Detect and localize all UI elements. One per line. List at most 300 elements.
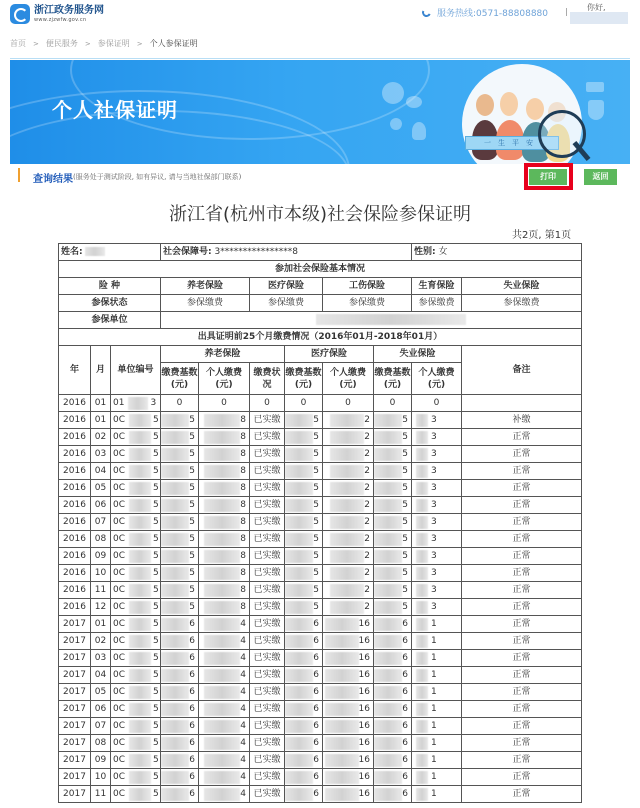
year-cell: 2016: [59, 446, 91, 463]
value-redacted: [374, 465, 402, 478]
medical-personal-cell: 16: [323, 633, 374, 650]
pension-status-cell: 已实缴: [250, 446, 285, 463]
gender-value: 女: [438, 247, 448, 257]
value-redacted: [204, 448, 240, 461]
month-cell: 08: [91, 531, 111, 548]
value-redacted: [161, 788, 189, 801]
value-redacted: [374, 788, 402, 801]
page-indicator: 共2页, 第1页: [512, 230, 572, 241]
payment-section-title: 出具证明前25个月缴费情况（2016年01月-2018年01月）: [59, 329, 582, 346]
value-redacted: [416, 465, 428, 478]
unemployment-personal-cell: 3: [412, 565, 462, 582]
unit-code-cell: 0C 5: [111, 565, 161, 582]
value-redacted: [416, 737, 428, 750]
unit-code-cell: 0C 5: [111, 701, 161, 718]
value-redacted: [374, 550, 402, 563]
medical-personal-cell: 2: [323, 531, 374, 548]
value-redacted: [330, 601, 364, 614]
value-redacted: [416, 584, 428, 597]
unit-code-redacted: [129, 414, 151, 427]
remark-cell: 正常: [462, 701, 582, 718]
unemployment-base-cell: 5: [374, 480, 412, 497]
breadcrumb-certificate[interactable]: 参保证明: [97, 39, 130, 48]
table-row: [59, 684, 582, 701]
pension-base-cell: 6: [161, 650, 199, 667]
year-cell: 2017: [59, 616, 91, 633]
unit-code-cell: 0C 5: [111, 514, 161, 531]
year-cell: 2017: [59, 650, 91, 667]
col-month: 月: [91, 346, 111, 395]
value-redacted: [285, 567, 313, 580]
year-cell: 2017: [59, 752, 91, 769]
table-row: [59, 446, 582, 463]
medical-base-cell: 5: [285, 565, 323, 582]
value-redacted: [285, 788, 313, 801]
medical-base-cell: 5: [285, 531, 323, 548]
pension-personal-cell: 8: [199, 463, 250, 480]
medical-base-cell: 6: [285, 616, 323, 633]
value-redacted: [325, 618, 359, 631]
person-head: [476, 94, 494, 116]
month-cell: 04: [91, 667, 111, 684]
unit-code-cell: 0C 5: [111, 480, 161, 497]
unemployment-personal-cell: 1: [412, 735, 462, 752]
pension-status-cell: 已实缴: [250, 769, 285, 786]
unit-code-cell: 0C 5: [111, 650, 161, 667]
pension-status-cell: 已实缴: [250, 667, 285, 684]
unit-code-cell: 0C 5: [111, 735, 161, 752]
value-redacted: [161, 499, 189, 512]
unit-code-cell: 0C 5: [111, 548, 161, 565]
medical-base-cell: 6: [285, 786, 323, 803]
table-row: [59, 633, 582, 650]
month-cell: 06: [91, 701, 111, 718]
insurance-status: 参保缴费: [323, 295, 412, 312]
pension-status-cell: 已实缴: [250, 718, 285, 735]
remark-cell: 正常: [462, 633, 582, 650]
col-remark: 备注: [462, 346, 582, 395]
col-medical-personal: 个人缴费(元): [323, 363, 374, 395]
month-cell: 05: [91, 684, 111, 701]
unemployment-personal-cell: 1: [412, 752, 462, 769]
year-cell: 2016: [59, 497, 91, 514]
month-cell: 04: [91, 463, 111, 480]
value-redacted: [285, 652, 313, 665]
month-cell: 01: [91, 412, 111, 429]
pension-status-cell: 已实缴: [250, 497, 285, 514]
value-redacted: [325, 686, 359, 699]
unemployment-personal-cell: 3: [412, 514, 462, 531]
value-redacted: [161, 720, 189, 733]
year-cell: 2016: [59, 599, 91, 616]
value-redacted: [330, 516, 364, 529]
unit-code-redacted: [129, 601, 151, 614]
value-redacted: [161, 431, 189, 444]
pension-base-cell: 6: [161, 752, 199, 769]
year-cell: 2017: [59, 667, 91, 684]
medical-base-cell: 5: [285, 480, 323, 497]
insurance-type: 养老保险: [161, 278, 250, 295]
table-row: [59, 752, 582, 769]
month-cell: 10: [91, 565, 111, 582]
username-redacted[interactable]: [570, 12, 628, 24]
unemployment-base-cell: 6: [374, 633, 412, 650]
unit-code-redacted: [129, 533, 151, 546]
value-redacted: [325, 635, 359, 648]
site-name: 浙江政务服务网: [34, 4, 104, 16]
value-redacted: [374, 431, 402, 444]
value-redacted: [416, 516, 428, 529]
col-medical: 医疗保险: [285, 346, 374, 363]
unemployment-personal-cell: 3: [412, 463, 462, 480]
print-highlight-box: [524, 163, 573, 190]
table-row: [59, 395, 582, 412]
page-banner: [10, 60, 630, 164]
value-redacted: [416, 771, 428, 784]
value-redacted: [161, 635, 189, 648]
medical-personal-cell: 16: [323, 718, 374, 735]
table-row: [59, 667, 582, 684]
breadcrumb-services[interactable]: 便民服务: [45, 39, 78, 48]
remark-cell: 正常: [462, 446, 582, 463]
insurance-type: 医疗保险: [250, 278, 323, 295]
year-cell: 2017: [59, 735, 91, 752]
pension-base-cell: 5: [161, 582, 199, 599]
pension-personal-cell: 8: [199, 412, 250, 429]
medical-personal-cell: 2: [323, 599, 374, 616]
pension-personal-cell: 8: [199, 514, 250, 531]
ssn-value: 3****************8: [214, 247, 298, 257]
unemployment-base-cell: 5: [374, 565, 412, 582]
medical-base-cell: 5: [285, 446, 323, 463]
medical-personal-cell: 16: [323, 735, 374, 752]
value-redacted: [416, 567, 428, 580]
value-redacted: [330, 550, 364, 563]
pension-status-cell: 已实缴: [250, 582, 285, 599]
value-redacted: [330, 465, 364, 478]
table-row: [59, 718, 582, 735]
table-row: [59, 548, 582, 565]
unit-code-redacted: [129, 550, 151, 563]
pension-status-cell: 已实缴: [250, 565, 285, 582]
unit-code-redacted: [128, 397, 148, 410]
insurance-type-label: 险 种: [59, 278, 161, 295]
medical-personal-cell: 16: [323, 650, 374, 667]
unemployment-personal-cell: 1: [412, 633, 462, 650]
greeting: 你好,: [587, 3, 606, 12]
unemployment-personal-cell: 1: [412, 667, 462, 684]
medical-base-cell: 6: [285, 633, 323, 650]
table-row: [59, 565, 582, 582]
unemployment-base-cell: 5: [374, 412, 412, 429]
pension-base-cell: 5: [161, 599, 199, 616]
value-redacted: [204, 516, 240, 529]
chevron-right-icon: >: [33, 39, 39, 48]
insurance-status-row: [59, 295, 582, 312]
value-redacted: [204, 465, 240, 478]
gender-cell: 性别: 女: [412, 244, 582, 261]
unemployment-personal-cell: 1: [412, 701, 462, 718]
unemployment-base-cell: 6: [374, 786, 412, 803]
person-head: [526, 98, 544, 120]
value-redacted: [374, 499, 402, 512]
value-redacted: [204, 533, 240, 546]
value-redacted: [325, 754, 359, 767]
remark-cell: 正常: [462, 480, 582, 497]
unemployment-base-cell: 5: [374, 582, 412, 599]
unit-code-cell: 0C 5: [111, 667, 161, 684]
medical-personal-cell: 16: [323, 616, 374, 633]
value-redacted: [330, 448, 364, 461]
unit-code-redacted: [129, 652, 151, 665]
back-button[interactable]: 返回: [584, 169, 617, 185]
value-redacted: [204, 686, 240, 699]
value-redacted: [204, 414, 240, 427]
unemployment-base-cell: 6: [374, 684, 412, 701]
value-redacted: [285, 601, 313, 614]
ssn-cell: 社会保障号: 3****************8: [161, 244, 412, 261]
unit-code-redacted: [129, 686, 151, 699]
value-redacted: [161, 703, 189, 716]
medical-personal-cell: 16: [323, 667, 374, 684]
value-redacted: [161, 533, 189, 546]
value-redacted: [204, 788, 240, 801]
col-unemployment-personal: 个人缴费(元): [412, 363, 462, 395]
unit-code-cell: 0C 5: [111, 599, 161, 616]
value-redacted: [330, 499, 364, 512]
table-row: [59, 582, 582, 599]
medical-base-cell: 5: [285, 412, 323, 429]
unit-code-redacted: [129, 737, 151, 750]
value-redacted: [374, 686, 402, 699]
value-redacted: [416, 533, 428, 546]
value-redacted: [204, 482, 240, 495]
name-redacted: [85, 247, 105, 256]
medical-personal-cell: 2: [323, 582, 374, 599]
table-row: [59, 463, 582, 480]
unemployment-personal-cell: 3: [412, 412, 462, 429]
pension-base-cell: 6: [161, 718, 199, 735]
hotline-text: 服务热线:0571-88808880: [437, 9, 548, 19]
col-pension-status: 缴费状况: [250, 363, 285, 395]
pension-base-cell: 5: [161, 497, 199, 514]
value-redacted: [285, 482, 313, 495]
medical-personal-cell: 2: [323, 412, 374, 429]
month-cell: 02: [91, 429, 111, 446]
value-redacted: [204, 635, 240, 648]
value-redacted: [374, 720, 402, 733]
year-cell: 2016: [59, 480, 91, 497]
value-redacted: [374, 652, 402, 665]
value-redacted: [416, 482, 428, 495]
pension-personal-cell: 4: [199, 752, 250, 769]
value-redacted: [204, 584, 240, 597]
table-row: [59, 650, 582, 667]
medical-personal-cell: 16: [323, 786, 374, 803]
value-redacted: [374, 516, 402, 529]
value-redacted: [204, 652, 240, 665]
year-cell: 2017: [59, 769, 91, 786]
value-redacted: [374, 737, 402, 750]
value-redacted: [330, 431, 364, 444]
value-redacted: [161, 414, 189, 427]
value-redacted: [285, 414, 313, 427]
unit-value: [161, 312, 582, 329]
unemployment-base-cell: 6: [374, 718, 412, 735]
insurance-type: 生育保险: [412, 278, 462, 295]
value-redacted: [416, 431, 428, 444]
unit-label: 参保单位: [59, 312, 161, 329]
print-button[interactable]: 打印: [529, 169, 567, 185]
value-redacted: [204, 567, 240, 580]
value-redacted: [161, 550, 189, 563]
pension-base-cell: 6: [161, 684, 199, 701]
table-row: [59, 514, 582, 531]
value-redacted: [330, 414, 364, 427]
value-redacted: [325, 652, 359, 665]
unemployment-base-cell: 6: [374, 616, 412, 633]
value-redacted: [161, 465, 189, 478]
pension-status-cell: 已实缴: [250, 752, 285, 769]
year-cell: 2017: [59, 633, 91, 650]
value-redacted: [161, 567, 189, 580]
value-redacted: [374, 533, 402, 546]
table-row: [59, 735, 582, 752]
table-row: [59, 786, 582, 803]
site-logo[interactable]: [10, 4, 104, 24]
unemployment-base-cell: 6: [374, 667, 412, 684]
globe-icon: [382, 82, 404, 104]
pension-base-cell: 6: [161, 633, 199, 650]
unemployment-base-cell: 6: [374, 769, 412, 786]
value-redacted: [416, 635, 428, 648]
month-cell: 02: [91, 633, 111, 650]
value-redacted: [374, 703, 402, 716]
medical-base-cell: 6: [285, 667, 323, 684]
year-cell: 2016: [59, 565, 91, 582]
value-redacted: [374, 771, 402, 784]
unemployment-base-cell: 5: [374, 599, 412, 616]
hotline: [422, 6, 548, 19]
unemployment-base-cell: 0: [374, 395, 412, 412]
year-cell: 2016: [59, 582, 91, 599]
pension-personal-cell: 4: [199, 786, 250, 803]
medical-personal-cell: 16: [323, 769, 374, 786]
pension-personal-cell: 4: [199, 701, 250, 718]
top-header: [0, 0, 640, 30]
value-redacted: [161, 601, 189, 614]
month-cell: 05: [91, 480, 111, 497]
pension-personal-cell: 4: [199, 667, 250, 684]
unemployment-base-cell: 6: [374, 735, 412, 752]
unit-code-redacted: [129, 771, 151, 784]
value-redacted: [374, 414, 402, 427]
insurance-status: 参保缴费: [161, 295, 250, 312]
unemployment-personal-cell: 3: [412, 548, 462, 565]
unit-code-cell: 0C 5: [111, 497, 161, 514]
unit-code-cell: 01 3: [111, 395, 161, 412]
remark-cell: 正常: [462, 497, 582, 514]
value-redacted: [285, 635, 313, 648]
medical-personal-cell: 2: [323, 548, 374, 565]
pension-personal-cell: 8: [199, 429, 250, 446]
value-redacted: [416, 703, 428, 716]
medical-base-cell: 6: [285, 735, 323, 752]
pension-status-cell: 已实缴: [250, 735, 285, 752]
unemployment-personal-cell: 3: [412, 497, 462, 514]
col-unemployment-base: 缴费基数(元): [374, 363, 412, 395]
col-unit-code: 单位编号: [111, 346, 161, 395]
value-redacted: [285, 431, 313, 444]
pension-personal-cell: 4: [199, 769, 250, 786]
medical-base-cell: 6: [285, 701, 323, 718]
value-redacted: [285, 533, 313, 546]
insurance-status: 参保缴费: [250, 295, 323, 312]
logo-icon: [10, 4, 30, 24]
unemployment-personal-cell: 1: [412, 786, 462, 803]
unemployment-base-cell: 5: [374, 514, 412, 531]
pension-base-cell: 5: [161, 446, 199, 463]
table-row: [59, 701, 582, 718]
medical-personal-cell: 2: [323, 565, 374, 582]
value-redacted: [204, 431, 240, 444]
chevron-right-icon: >: [136, 39, 143, 48]
pension-status-cell: 已实缴: [250, 412, 285, 429]
medical-base-cell: 0: [285, 395, 323, 412]
pension-base-cell: 6: [161, 701, 199, 718]
medical-personal-cell: 0: [323, 395, 374, 412]
medical-base-cell: 5: [285, 429, 323, 446]
col-pension: 养老保险: [161, 346, 285, 363]
medical-shield-icon: [588, 100, 604, 120]
breadcrumb: [10, 38, 198, 49]
medical-personal-cell: 2: [323, 463, 374, 480]
medical-personal-cell: 2: [323, 480, 374, 497]
unit-code-redacted: [129, 754, 151, 767]
unit-code-cell: 0C 5: [111, 412, 161, 429]
value-redacted: [161, 771, 189, 784]
medical-personal-cell: 2: [323, 446, 374, 463]
unit-code-cell: 0C 5: [111, 463, 161, 480]
site-url: www.zjzwfw.gov.cn: [34, 16, 87, 23]
medical-base-cell: 5: [285, 497, 323, 514]
value-redacted: [285, 720, 313, 733]
pension-personal-cell: 4: [199, 650, 250, 667]
year-cell: 2016: [59, 548, 91, 565]
unit-code-cell: 0C 5: [111, 752, 161, 769]
medical-personal-cell: 2: [323, 429, 374, 446]
pension-personal-cell: 8: [199, 531, 250, 548]
value-redacted: [204, 499, 240, 512]
value-redacted: [285, 584, 313, 597]
unit-code-redacted: [129, 482, 151, 495]
pension-status-cell: 0: [250, 395, 285, 412]
value-redacted: [374, 482, 402, 495]
year-cell: 2016: [59, 514, 91, 531]
remark-cell: 补缴: [462, 412, 582, 429]
breadcrumb-home[interactable]: 首页: [10, 39, 26, 48]
result-title: 查询结果: [33, 174, 73, 185]
pension-base-cell: 5: [161, 514, 199, 531]
header-divider: [10, 58, 630, 59]
value-redacted: [374, 618, 402, 631]
unemployment-personal-cell: 3: [412, 480, 462, 497]
value-redacted: [330, 584, 364, 597]
unit-code-redacted: [129, 788, 151, 801]
medical-base-cell: 6: [285, 650, 323, 667]
value-redacted: [285, 516, 313, 529]
breadcrumb-current: 个人参保证明: [149, 39, 198, 48]
